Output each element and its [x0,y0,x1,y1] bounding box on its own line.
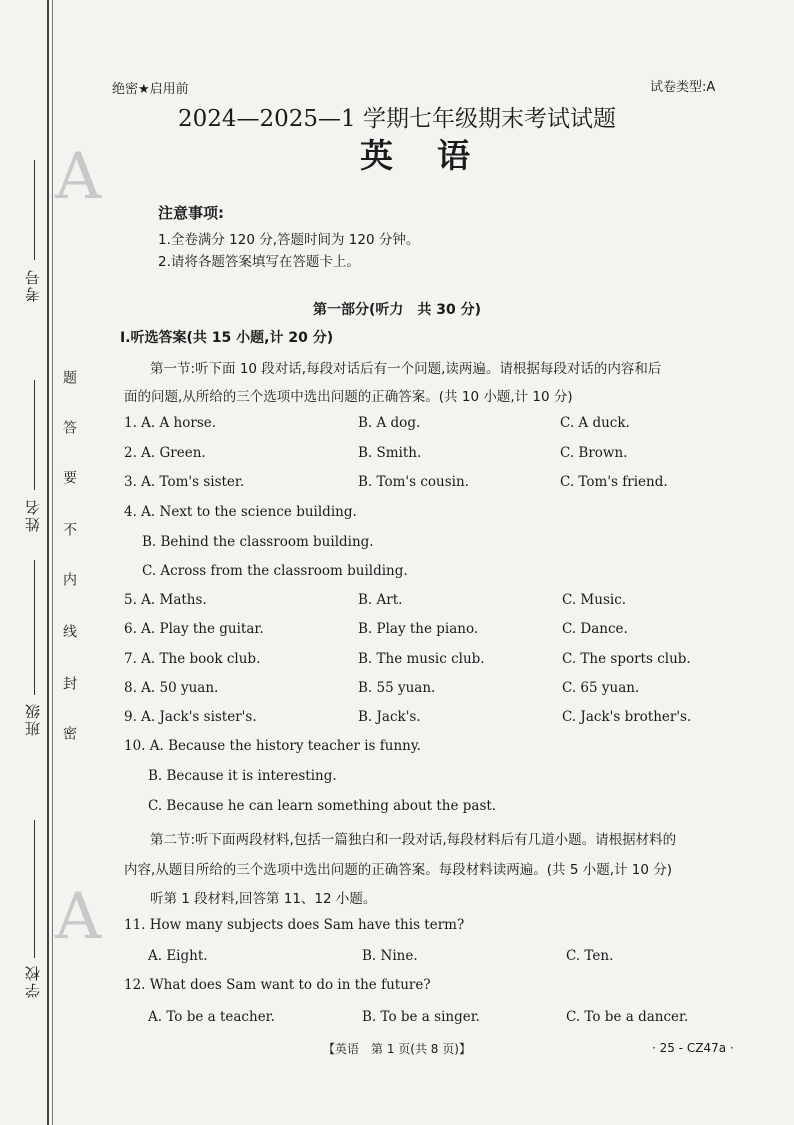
q5-option-c: C. Music. [562,592,627,608]
q1-option-b: B. A dog. [358,415,421,431]
q10-option-b: B. Because it is interesting. [148,768,337,784]
subject-title: 英语 [360,136,514,175]
binding-line-inner [52,0,53,1125]
class-fill-line [34,560,35,695]
q1-option-a: 1. A. A horse. [124,415,217,431]
q5-option-a: 5. A. Maths. [124,592,207,608]
q4-option-b: B. Behind the classroom building. [142,534,374,550]
q2-option-a: 2. A. Green. [124,445,206,461]
school-fill-line [34,820,35,958]
q11-option-c: C. Ten. [566,948,614,964]
q8-option-c: C. 65 yuan. [562,680,640,696]
seal-char: 答 [61,420,77,434]
q5-option-b: B. Art. [358,592,403,608]
section-intro-line: 面的问题,从所给的三个选项中选出问题的正确答案。(共 10 小题,计 10 分) [124,389,573,405]
binding-line [47,0,49,1125]
q6-option-c: C. Dance. [562,621,628,637]
q3-option-b: B. Tom's cousin. [358,474,469,490]
material-instruction: 听第 1 段材料,回答第 11、12 小题。 [150,891,377,907]
q9-option-a: 9. A. Jack's sister's. [124,709,257,725]
seal-char: 要 [61,470,77,484]
notice-item: 2.请将各题答案填写在答题卡上。 [158,254,360,270]
confidential-label: 绝密★启用前 [112,82,189,97]
name-fill-line [34,380,35,490]
q3-option-a: 3. A. Tom's sister. [124,474,245,490]
seal-char: 不 [61,522,77,536]
exam-number-label: 考号 [24,268,42,302]
section-intro-line: 内容,从题目所给的三个选项中选出问题的正确答案。每段材料读两遍。(共 5 小题,计 10 分) [124,862,673,878]
exam-number-fill-line [34,160,35,260]
q10-option-c: C. Because he can learn something about the past. [148,798,497,814]
q9-option-c: C. Jack's brother's. [562,709,692,725]
name-label: 姓名 [24,498,42,532]
q11-stem: 11. How many subjects does Sam have this term? [124,917,465,933]
q4-option-a: 4. A. Next to the science building. [124,504,357,520]
page-footer: 【英语 第 1 页(共 8 页)】 [323,1042,471,1056]
q12-option-b: B. To be a singer. [362,1009,480,1025]
q2-option-c: C. Brown. [560,445,628,461]
q8-option-b: B. 55 yuan. [358,680,436,696]
q6-option-a: 6. A. Play the guitar. [124,621,264,637]
q3-option-c: C. Tom's friend. [560,474,668,490]
q12-stem: 12. What does Sam want to do in the future? [124,977,431,993]
class-label: 班级 [24,702,42,736]
section-heading: Ⅰ.听选答案(共 15 小题,计 20 分) [120,330,334,346]
seal-char: 封 [61,676,77,690]
q11-option-a: A. Eight. [148,948,208,964]
q12-option-c: C. To be a dancer. [566,1009,689,1025]
seal-char: 题 [61,370,77,384]
q12-option-a: A. To be a teacher. [148,1009,275,1025]
school-label: 学校 [24,964,42,998]
q9-option-b: B. Jack's. [358,709,421,725]
q7-option-b: B. The music club. [358,651,485,667]
q10-option-a: 10. A. Because the history teacher is funny. [124,738,421,754]
watermark-a-top: A [55,140,102,214]
watermark-a-bottom: A [55,880,102,954]
section-intro-line: 第二节:听下面两段材料,包括一篇独白和一段对话,每段材料后有几道小题。请根据材料的 [150,832,677,848]
seal-char: 内 [61,572,77,586]
q7-option-c: C. The sports club. [562,651,691,667]
seal-char: 线 [61,624,77,638]
q11-option-b: B. Nine. [362,948,418,964]
part-title: 第一部分(听力 共 30 分) [312,302,482,318]
exam-title: 2024—2025—1 学期七年级期末考试试题 [177,106,616,132]
q1-option-c: C. A duck. [560,415,630,431]
paper-code: · 25 - CZ47a · [652,1041,734,1055]
q8-option-a: 8. A. 50 yuan. [124,680,219,696]
section-intro-line: 第一节:听下面 10 段对话,每段对话后有一个问题,读两遍。请根据每段对话的内容和后 [150,361,662,377]
q7-option-a: 7. A. The book club. [124,651,261,667]
notice-item: 1.全卷满分 120 分,答题时间为 120 分钟。 [158,232,420,248]
q2-option-b: B. Smith. [358,445,422,461]
paper-type-label: 试卷类型:A [650,80,716,95]
seal-char: 密 [61,726,77,740]
notice-heading: 注意事项: [158,204,224,222]
q4-option-c: C. Across from the classroom building. [142,563,408,579]
q6-option-b: B. Play the piano. [358,621,479,637]
